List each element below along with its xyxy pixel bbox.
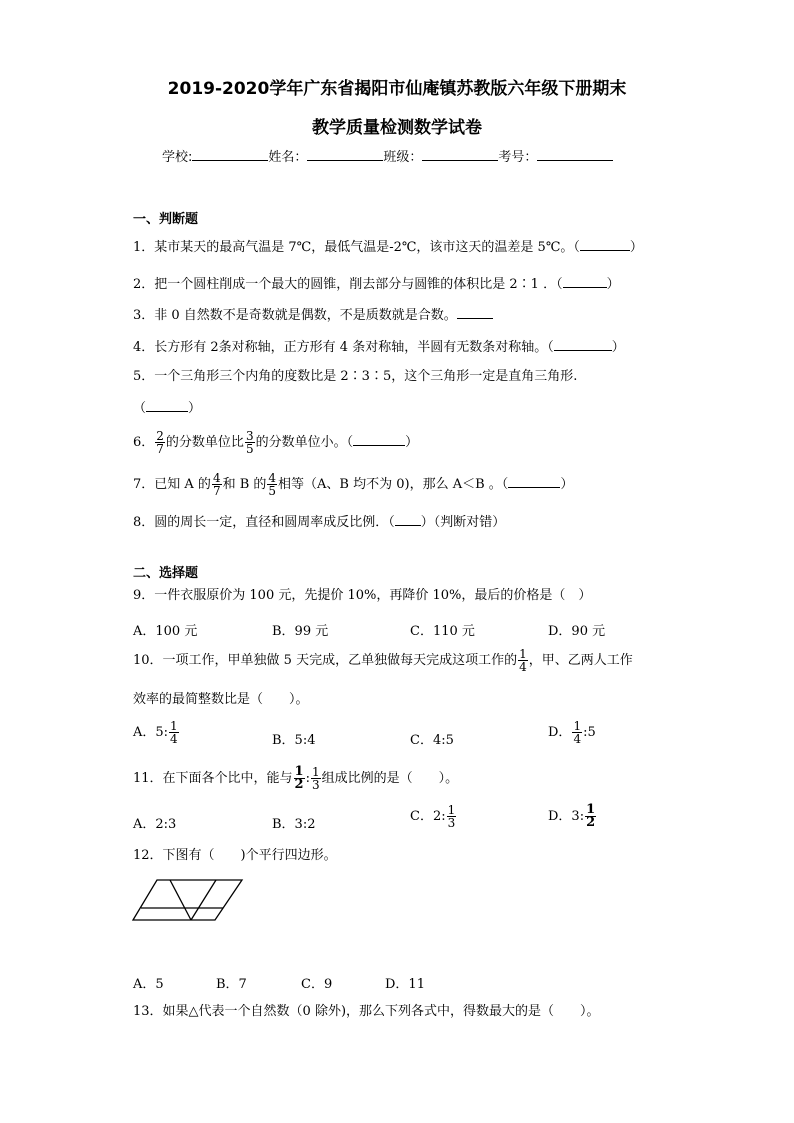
fraction-3-5 <box>245 430 255 455</box>
answer-blank[interactable] <box>146 400 188 412</box>
fraction-1-4 <box>518 648 528 673</box>
option-d[interactable] <box>548 720 596 745</box>
denominator: 7 <box>156 442 164 456</box>
ratio-colon: : <box>305 771 310 786</box>
name-blank[interactable] <box>307 148 383 161</box>
option-d-text: D． <box>548 725 572 740</box>
denominator: 2 <box>294 777 304 792</box>
question-6-text: 的分数单位比 <box>165 435 244 450</box>
answer-blank[interactable] <box>563 276 607 288</box>
question-10-line2: 效率的最简整数比是（ ）。 <box>133 692 309 707</box>
denominator: 2 <box>586 815 596 830</box>
question-10-text: ，甲、乙两人工作 <box>528 653 633 668</box>
denominator: 3 <box>311 778 320 792</box>
question-11 <box>133 766 458 791</box>
option-d[interactable]: D．11 <box>385 977 425 992</box>
school-blank[interactable] <box>192 148 268 161</box>
paren-close: ） <box>606 277 620 292</box>
question-11-text: 11．在下面各个比中，能与 <box>133 771 293 786</box>
option-d[interactable]: D．90 元 <box>548 624 606 639</box>
question-7-text: 相等（A、B 均不为 0)，那么 A＜B 。（ <box>278 477 509 492</box>
option-a[interactable]: A．2:3 <box>133 817 177 832</box>
question-4-text: 4．长方形有 2条对称轴，正方形有 4 条对称轴，半圆有无数条对称轴。（ <box>133 340 554 355</box>
answer-blank[interactable] <box>353 434 405 446</box>
diagonal-line <box>170 880 191 920</box>
question-5-line2 <box>133 400 201 417</box>
fraction-4-5 <box>267 472 277 497</box>
fraction-1-4 <box>169 720 179 745</box>
fraction-1-3 <box>447 804 457 829</box>
numerator: 2 <box>156 429 164 443</box>
name-label: 姓名： <box>268 150 308 165</box>
paren-close: ） <box>188 401 202 416</box>
option-d[interactable] <box>548 804 597 829</box>
numerator: 4 <box>268 471 277 485</box>
diagonal-line <box>191 880 216 920</box>
question-3 <box>133 307 493 324</box>
fraction-4-7 <box>212 472 222 497</box>
numerator: 1 <box>447 803 456 817</box>
option-b[interactable]: B．5:4 <box>272 733 316 748</box>
paren-close: ） <box>611 340 625 355</box>
denominator: 5 <box>268 484 277 498</box>
id-blank[interactable] <box>537 148 613 161</box>
option-b[interactable]: B．7 <box>216 977 247 992</box>
question-13: 13．如果△代表一个自然数（0 除外)，那么下列各式中，得数最大的是（ ）。 <box>133 1004 600 1019</box>
question-1 <box>133 239 643 256</box>
class-label: 班级： <box>383 150 423 165</box>
question-4 <box>133 339 625 356</box>
section-title-choice: 二、选择题 <box>133 566 199 581</box>
denominator: 3 <box>447 816 456 830</box>
answer-blank[interactable] <box>580 239 630 251</box>
option-a[interactable]: A．5 <box>133 977 164 992</box>
denominator: 4 <box>519 660 527 674</box>
numerator: 1 <box>170 719 178 733</box>
paren-close: ） <box>560 477 574 492</box>
option-c[interactable]: C．110 元 <box>410 624 475 639</box>
question-2 <box>133 276 620 293</box>
numerator: 3 <box>245 429 254 443</box>
question-10-text: 10．一项工作，甲单独做 5 天完成，乙单独做每天完成这项工作的 <box>133 653 518 668</box>
parallelogram-figure <box>130 874 246 926</box>
answer-blank[interactable] <box>508 476 560 488</box>
answer-blank[interactable] <box>554 339 612 351</box>
fraction-1-2 <box>585 804 596 829</box>
option-a-text: A．5: <box>133 725 169 740</box>
question-7 <box>133 472 573 497</box>
question-11-text: 组成比例的是（ ）。 <box>321 771 459 786</box>
denominator: 4 <box>170 732 178 746</box>
question-9: 9．一件衣服原价为 100 元，先提价 10%，再降价 10%，最后的价格是（ ） <box>133 588 592 603</box>
numerator: 1 <box>586 802 596 817</box>
exam-title-line2: 教学质量检测数学试卷 <box>312 118 482 138</box>
question-1-text: 1．某市某天的最高气温是 7℃，最低气温是-2℃，该市这天的温差是 5℃。（ <box>133 240 580 255</box>
denominator: 7 <box>212 484 221 498</box>
fraction-1-4 <box>572 720 582 745</box>
question-6-text: 的分数单位小。（ <box>255 435 354 450</box>
option-a[interactable] <box>133 720 180 745</box>
paren-close: ） <box>629 240 643 255</box>
fraction-2-7 <box>155 430 165 455</box>
student-info-row <box>162 146 613 165</box>
answer-blank[interactable] <box>457 307 493 319</box>
exam-title-line1: 2019-2020学年广东省揭阳市仙庵镇苏教版六年级下册期末 <box>167 79 627 99</box>
paren-open: （ <box>133 401 147 416</box>
paren-close: ） <box>405 435 419 450</box>
option-b[interactable]: B．99 元 <box>272 624 329 639</box>
numerator: 1 <box>294 764 304 779</box>
option-b[interactable]: B．3:2 <box>272 817 316 832</box>
school-label: 学校: <box>162 150 193 165</box>
denominator: 5 <box>245 442 254 456</box>
question-8 <box>133 514 505 531</box>
fraction-1-2 <box>294 766 305 791</box>
question-7-text: 7．已知 A 的 <box>133 477 211 492</box>
option-c[interactable] <box>410 804 457 829</box>
question-5-line1: 5．一个三角形三个内角的度数比是 2∶3∶5，这个三角形一定是直角三角形. <box>133 369 578 384</box>
option-d-text: D．3: <box>548 809 585 824</box>
fraction-1-3 <box>311 766 321 791</box>
question-6 <box>133 430 418 455</box>
answer-blank[interactable] <box>395 514 421 526</box>
option-a[interactable]: A．100 元 <box>133 624 198 639</box>
option-c[interactable]: C．9 <box>301 977 333 992</box>
option-d-text: :5 <box>583 725 596 740</box>
numerator: 1 <box>311 765 320 779</box>
question-8-text: ）（判断对错） <box>420 515 506 530</box>
section-title-judgement: 一、判断题 <box>133 212 199 227</box>
numerator: 1 <box>519 647 527 661</box>
question-6-number: 6． <box>133 435 155 450</box>
question-12: 12．下图有（ )个平行四边形。 <box>133 848 337 863</box>
question-3-text: 3．非 0 自然数不是奇数就是偶数，不是质数就是合数。 <box>133 308 457 323</box>
option-c[interactable]: C．4:5 <box>410 733 454 748</box>
question-7-text: 和 B 的 <box>222 477 267 492</box>
question-10-line1 <box>133 648 633 673</box>
question-8-text: 8．圆的周长一定，直径和圆周率成反比例．（ <box>133 515 395 530</box>
option-c-text: C．2: <box>410 809 446 824</box>
id-label: 考号： <box>498 150 538 165</box>
numerator: 4 <box>212 471 221 485</box>
numerator: 1 <box>573 719 582 733</box>
class-blank[interactable] <box>422 148 498 161</box>
question-2-text: 2．把一个圆柱削成一个最大的圆锥，削去部分与圆锥的体积比是 2∶1 ．（ <box>133 277 563 292</box>
denominator: 4 <box>573 732 582 746</box>
